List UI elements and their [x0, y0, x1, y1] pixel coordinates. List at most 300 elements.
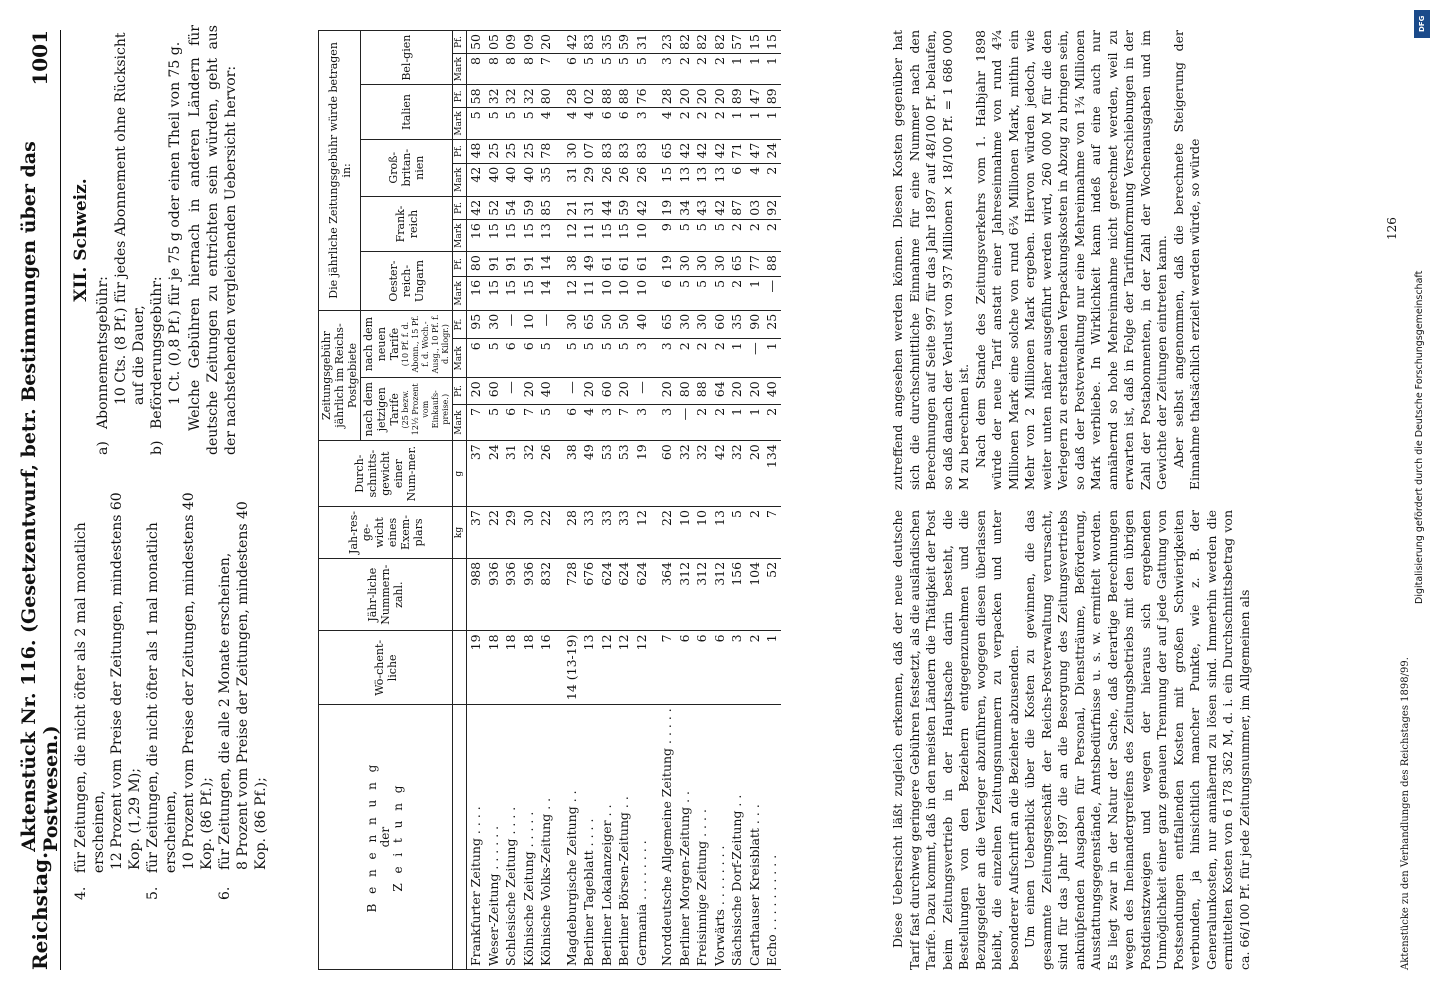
cell-w: 2	[746, 631, 764, 705]
table-row	[676, 31, 694, 970]
newspaper-name: Schlesische Zeitung . . . .	[502, 705, 520, 970]
cell-im: 5	[520, 108, 538, 139]
col-durchschnitt: Durch-schnitts-gewicht einer Num-mer.	[319, 441, 453, 507]
cell-ip: 28	[658, 85, 676, 108]
list-number: 4.	[73, 886, 89, 900]
cell-op: 49	[580, 252, 598, 277]
cell-jm: 2	[711, 404, 729, 440]
cell-gm: 31	[563, 163, 581, 196]
cell-im: 1	[728, 108, 746, 139]
cell-jm: 1	[728, 404, 746, 440]
cell-ip: 89	[728, 85, 746, 108]
cell-bm: 5	[598, 54, 616, 85]
cell-g: 37	[467, 441, 485, 507]
cell-jm: 3	[658, 404, 676, 440]
cell-fm: 5	[676, 220, 694, 252]
cell-op: 30	[676, 252, 694, 277]
cell-w: 6	[676, 631, 694, 705]
cell-jm: 6	[502, 404, 520, 440]
unit-pf: Pf.	[453, 31, 467, 54]
cell-im: 4	[580, 108, 598, 139]
cell-fm: 5	[693, 220, 711, 252]
cell-gm: 40	[485, 163, 503, 196]
cell-bm: 5	[633, 54, 651, 85]
table-row	[502, 31, 520, 970]
cell-g: 32	[520, 441, 538, 507]
col-jetzig-note: (25 bezw. 12½ Prozent vom Einkaufs-preise.)	[401, 383, 450, 436]
cell-fm: 13	[537, 220, 555, 252]
cell-ip: 80	[537, 85, 555, 108]
left-list	[72, 480, 270, 900]
cell-fm: 16	[467, 220, 485, 252]
cell-om: 1	[746, 276, 764, 310]
col-jahresgewicht: Jah-res-ge-wicht eines Exem-plars	[319, 507, 453, 559]
cell-bm: 7	[537, 54, 555, 85]
col-jaehrliche: Jähr-liche Nummern-zahl.	[319, 558, 453, 631]
cell-gm: 4	[746, 163, 764, 196]
cell-op: 88	[763, 252, 781, 277]
cell-ip: 20	[711, 85, 729, 108]
cell-op: 19	[658, 252, 676, 277]
newspaper-name: Norddeutsche Allgemeine Zeitung . . . . .	[658, 705, 676, 970]
cell-bm: 8	[520, 54, 538, 85]
cell-w: 18	[485, 631, 503, 705]
cell-g: 20	[746, 441, 764, 507]
cell-jp: 20	[658, 378, 676, 405]
cell-op: 61	[598, 252, 616, 277]
cell-np: 65	[580, 310, 598, 338]
cell-g: 32	[676, 441, 694, 507]
cell-im: 2	[711, 108, 729, 139]
cell-w: 12	[633, 631, 651, 705]
newspaper-name: Vorwärts . . . . . . . .	[711, 705, 729, 970]
cell-kg: 33	[598, 507, 616, 559]
cell-op: 91	[502, 252, 520, 277]
item-title-a: Abonnementsgebühr:	[95, 276, 111, 429]
newspaper-name: Berliner Tageblatt . . . .	[580, 705, 598, 970]
cell-kg: 5	[728, 507, 746, 559]
col-frankreich: Frank-reich	[361, 196, 453, 251]
cell-im: 5	[467, 108, 485, 139]
cell-ip: 32	[485, 85, 503, 108]
cell-ip: 88	[598, 85, 616, 108]
cell-fp: 87	[728, 196, 746, 219]
cell-gm: 35	[537, 163, 555, 196]
cell-nm: 6	[502, 339, 520, 378]
cell-nm: 2	[693, 339, 711, 378]
cell-fm: 5	[711, 220, 729, 252]
cell-gp: 25	[485, 139, 503, 163]
cell-ip: 28	[563, 85, 581, 108]
cell-jm: 2	[693, 404, 711, 440]
cell-im: 4	[537, 108, 555, 139]
list-text: für Zeitungen, die nicht öfter als 1 mal monatlich erscheinen,	[145, 522, 179, 874]
cell-fp: 92	[763, 196, 781, 219]
col-woechentliche: Wö-chent-liche	[319, 631, 453, 705]
cell-bm: 6	[563, 54, 581, 85]
cell-gp: 83	[633, 139, 651, 163]
cell-jp: 80	[676, 378, 694, 405]
list-text: für Zeitungen, die alle 2 Monate erscheinen,	[217, 552, 233, 870]
cell-om: 6	[658, 276, 676, 310]
cell-n: 156	[728, 558, 746, 631]
list-item	[144, 480, 216, 900]
cell-bm: 1	[746, 54, 764, 85]
header-der: der	[378, 826, 392, 848]
footer-source: Aktenstücke zu den Verhandlungen des Reichstages 1898/99.	[1400, 657, 1411, 970]
paragraph: Diese Uebersicht läßt zugleich erkennen, daß der neue deutsche Tarif fast durchweg geringere Gebühren festsetzt, als die ausländischen Tarife. Dazu kommt, daß in den meisten Ländern die Thätigkeit der Post beim Zeitungsvertrieb in der Hauptsache darin besteht, die Bestellungen von den Beziehern entgegenzunehmen und die Bezugsgelder an die Verleger abzuführen, wogegen diesen überlassen bleibt, die einzelnen Zeitungsnummern zu verpacken und unter besonderer Aufschrift an die Bezieher abzusenden.	[890, 510, 1021, 970]
cell-gp: 78	[537, 139, 555, 163]
cell-fp: 21	[563, 196, 581, 219]
table-row	[711, 31, 729, 970]
cell-jp: —	[563, 378, 581, 405]
cell-kg: 30	[520, 507, 538, 559]
cell-jp: 40	[763, 378, 781, 405]
cell-jp: 20	[728, 378, 746, 405]
cell-gp: 65	[658, 139, 676, 163]
cell-fm: 15	[485, 220, 503, 252]
cell-w: 19	[467, 631, 485, 705]
cell-bp: 57	[728, 31, 746, 54]
unit-mark: Mark	[453, 220, 467, 252]
cell-fp: 43	[693, 196, 711, 219]
header-rule	[60, 30, 61, 970]
digitization-sidebar	[1412, 10, 1432, 990]
cell-om: 15	[520, 276, 538, 310]
newspaper-name: Kölnische Zeitung . . . . .	[520, 705, 538, 970]
cell-fp: 44	[598, 196, 616, 219]
cell-g: 60	[658, 441, 676, 507]
cell-g: 134	[763, 441, 781, 507]
cell-fp: 59	[615, 196, 633, 219]
cell-jm: 5	[537, 404, 555, 440]
list-number: 5.	[145, 886, 161, 900]
cell-np: 10	[520, 310, 538, 338]
table-row	[728, 31, 746, 970]
cell-kg: 37	[467, 507, 485, 559]
cell-om: 11	[580, 276, 598, 310]
cell-fm: 11	[580, 220, 598, 252]
cell-fm: 15	[598, 220, 616, 252]
cell-gm: 40	[502, 163, 520, 196]
cell-om: 16	[467, 276, 485, 310]
page-footer	[1400, 30, 1411, 970]
header-benennung: B e n e n n u n g	[365, 761, 379, 913]
cell-bm: 5	[615, 54, 633, 85]
col-oesterreich: Oester-reich-Ungarn	[361, 252, 453, 311]
cell-om: 15	[502, 276, 520, 310]
cell-gm: 42	[467, 163, 485, 196]
cell-im: 3	[633, 108, 651, 139]
cell-w: 1	[763, 631, 781, 705]
cell-gm: 15	[658, 163, 676, 196]
table-row	[615, 31, 633, 970]
cell-fp: 31	[580, 196, 598, 219]
cell-op: 30	[693, 252, 711, 277]
list-item	[72, 480, 144, 900]
unit-mark: Mark	[453, 276, 467, 310]
cell-gm: 13	[676, 163, 694, 196]
cell-gp: 42	[711, 139, 729, 163]
group-spacer	[650, 31, 658, 970]
col-jetzig-title: nach dem jetzigen Tarife	[362, 382, 401, 437]
cell-bm: 8	[502, 54, 520, 85]
cell-om: 10	[615, 276, 633, 310]
paragraph: Aber selbst angenommen, daß die berechnete Steigerung der Einnahme thatsächlich erzielt werden würde, so würde	[1170, 30, 1202, 490]
newspaper-name: Frankfurter Zeitung . . . .	[467, 705, 485, 970]
cell-fp: 52	[485, 196, 503, 219]
cell-op: 65	[728, 252, 746, 277]
cell-w: 6	[693, 631, 711, 705]
col-neu-note: (10 Pf. f. d. Abonn., 15 Pf. f. d. Woch.-Ausg., 10 Pf. f. d. Kilogr.)	[401, 314, 450, 374]
cell-gp: 71	[728, 139, 746, 163]
cell-jm: —	[676, 404, 694, 440]
newspaper-name: Kölnische Volks-Zeitung . .	[537, 705, 555, 970]
cell-op: 91	[520, 252, 538, 277]
cell-n: 728	[563, 558, 581, 631]
cell-np: 30	[676, 310, 694, 338]
cell-gp: 24	[763, 139, 781, 163]
item-title-b: Beförderungsgebühr:	[149, 276, 165, 429]
cell-np: 40	[633, 310, 651, 338]
cell-bp: 35	[598, 31, 616, 54]
cell-om: 10	[633, 276, 651, 310]
cell-nm: 5	[580, 339, 598, 378]
cell-fp: 59	[520, 196, 538, 219]
cell-gm: 2	[763, 163, 781, 196]
cell-im: 4	[563, 108, 581, 139]
cell-fp: 42	[711, 196, 729, 219]
cell-np: 35	[728, 310, 746, 338]
cell-g: 42	[711, 441, 729, 507]
cell-bm: 8	[467, 54, 485, 85]
comparison-table	[318, 30, 781, 970]
cell-n: 312	[693, 558, 711, 631]
unit-g: g	[453, 441, 467, 507]
newspaper-name: Carthauser Kreisblatt . . .	[746, 705, 764, 970]
cell-n: 936	[502, 558, 520, 631]
col-belgien: Bel-gien	[361, 31, 453, 85]
unit-mark: Mark	[453, 339, 467, 378]
cell-bp: 20	[537, 31, 555, 54]
cell-om: 14	[537, 276, 555, 310]
cell-ip: 58	[467, 85, 485, 108]
cell-om: 10	[598, 276, 616, 310]
cell-nm: 2	[676, 339, 694, 378]
col-group-ausland: Die jährliche Zeitungsgebühr würde betragen in:	[319, 31, 361, 311]
cell-n: 624	[615, 558, 633, 631]
cell-bm: 1	[728, 54, 746, 85]
table-row	[467, 31, 485, 970]
cell-gm: 26	[615, 163, 633, 196]
cell-n: 312	[711, 558, 729, 631]
cell-jp: 60	[598, 378, 616, 405]
table-row	[693, 31, 711, 970]
cell-ip: 02	[580, 85, 598, 108]
cell-gm: 13	[711, 163, 729, 196]
cell-fp: 42	[633, 196, 651, 219]
table-row	[763, 31, 781, 970]
table-row	[746, 31, 764, 970]
newspaper-name: Echo . . . . . . . . . .	[763, 705, 781, 970]
dfg-logo: DFG	[1414, 10, 1430, 38]
cell-op: 80	[467, 252, 485, 277]
cell-g: 32	[728, 441, 746, 507]
cell-op: 38	[563, 252, 581, 277]
cell-w: 13	[580, 631, 598, 705]
cell-ip: 88	[615, 85, 633, 108]
cell-np: 30	[485, 310, 503, 338]
cell-np: 50	[598, 310, 616, 338]
intro-paragraph: Welche Gebühren hiernach in anderen Ländern für deutsche Zeitungen zu entrichten sein würden, geht aus der nachstehenden vergleichenden Uebersicht hervor:	[187, 25, 239, 455]
header-page-number: 1001	[28, 30, 52, 86]
cell-np: 30	[693, 310, 711, 338]
cell-om: 5	[676, 276, 694, 310]
cell-kg: 2	[746, 507, 764, 559]
cell-kg: 33	[580, 507, 598, 559]
cell-gp: 42	[693, 139, 711, 163]
table-row	[563, 31, 581, 970]
unit-pf: Pf.	[453, 85, 467, 108]
cell-bp: 23	[658, 31, 676, 54]
cell-bp: 31	[633, 31, 651, 54]
cell-fp: 54	[502, 196, 520, 219]
newspaper-name: Sächsische Dorf-Zeitung . .	[728, 705, 746, 970]
cell-fm: 10	[633, 220, 651, 252]
cell-bp: 09	[520, 31, 538, 54]
cell-fm: 9	[658, 220, 676, 252]
cell-gm: 13	[693, 163, 711, 196]
cell-om: 12	[563, 276, 581, 310]
cell-jp: 40	[537, 378, 555, 405]
cell-jp: 20	[580, 378, 598, 405]
item-text-b: 1 Ct. (0,8 Pf.) für je 75 g oder einen Theil von 75 g.	[167, 41, 183, 405]
cell-bm: 2	[711, 54, 729, 85]
cell-im: 4	[658, 108, 676, 139]
list-text: für Zeitungen, die nicht öfter als 2 mal monatlich erscheinen,	[73, 522, 107, 874]
cell-nm: 6	[467, 339, 485, 378]
cell-jp: 20	[467, 378, 485, 405]
cell-jp: —	[502, 378, 520, 405]
cell-jm: 3	[633, 404, 651, 440]
cell-im: 5	[502, 108, 520, 139]
table-row	[485, 31, 503, 970]
unit-mark: Mark	[453, 163, 467, 196]
cell-jm: 2	[763, 404, 781, 440]
cell-n: 312	[676, 558, 694, 631]
cell-gm: 26	[633, 163, 651, 196]
cell-ip: 32	[520, 85, 538, 108]
newspaper-name: Germania . . . . . . . .	[633, 705, 651, 970]
newspaper-name: Weser-Zeitung . . . . . .	[485, 705, 503, 970]
cell-kg: 22	[537, 507, 555, 559]
cell-fm: 12	[563, 220, 581, 252]
paragraph: Um einen Ueberblick über die Kosten zu gewinnen, die das gesammte Zeitungsgeschäft der Reichs-Postverwaltung verursacht, sind für das Jahr 1897 die an die Besorgung des Zeitungsvertriebs anknüpfenden Ausgaben für Personal, Dienstträume, Beförderung, Ausstattungsgegenstände, Amtsbedürfnisse u. s. w. ermittelt worden. Es liegt zwar in der Natur der Sache, daß derartige Berechnungen wegen des Ineinandergreifens des Zeitungsbetriebs mit den übrigen Postdienstzweigen und wegen der hieraus sich ergebenden Unmöglichkeit einer ganz genauen Trennung der auf jede Gattung von Postsendungen entfallenden Kosten mit großen Schwierigkeiten verbunden, ja hinsichtlich mancher Punkte, wie z. B. der Generalunkosten, nur annähernd zu lösen sind. Immerhin werden die ermittelten Kosten von 6 178 362 M, d. i. ein Durchschnittsbetrag von ca. 66/100 Pf. für jede Zeitungsnummer, im Allgemeinen als	[1022, 510, 1252, 970]
header-left: Reichstag.	[28, 851, 52, 970]
cell-bp: 09	[502, 31, 520, 54]
cell-bp: 50	[467, 31, 485, 54]
cell-jp: 88	[693, 378, 711, 405]
cell-jp: —	[633, 378, 651, 405]
cell-kg: 12	[633, 507, 651, 559]
newspaper-name: Berliner Lokalanzeiger . .	[598, 705, 616, 970]
cell-op: 14	[537, 252, 555, 277]
cell-jm: 1	[746, 404, 764, 440]
unit-pf: Pf.	[453, 310, 467, 338]
schweiz-section	[72, 25, 240, 455]
cell-w: 6	[711, 631, 729, 705]
cell-gp: 30	[563, 139, 581, 163]
item-label-b: b)	[149, 440, 165, 455]
cell-gp: 83	[598, 139, 616, 163]
col-grossbritannien: Groß-britan-nien	[361, 139, 453, 196]
cell-gp: 48	[467, 139, 485, 163]
cell-bp: 82	[711, 31, 729, 54]
list-number: 6.	[217, 886, 233, 900]
cell-n: 676	[580, 558, 598, 631]
newspaper-name: Freisinnige Zeitung . . . .	[693, 705, 711, 970]
cell-w: 3	[728, 631, 746, 705]
paragraph: zutreffend angesehen werden können. Diesen Kosten gegenüber hat sich die durchschnittliche Einnahme für eine Nummer nach den Berechnungen auf Seite 997 für das Jahr 1897 auf 48/100 Pf. belaufen, so daß danach der Verlust von 937 Millionen × 18/100 Pf. = 1 686 000 M zu berechnen ist.	[890, 30, 971, 490]
cell-gm: 40	[520, 163, 538, 196]
cell-n: 624	[598, 558, 616, 631]
cell-bp: 82	[693, 31, 711, 54]
table-row	[580, 31, 598, 970]
cell-gp: 42	[676, 139, 694, 163]
cell-kg: 7	[763, 507, 781, 559]
cell-nm: 3	[658, 339, 676, 378]
cell-bm: 2	[693, 54, 711, 85]
newspaper-name: Berliner Börsen-Zeitung . .	[615, 705, 633, 970]
cell-jm: 6	[563, 404, 581, 440]
list-text: 8 Prozent vom Preise der Zeitungen, mindestens 40 Kop. (86 Pf.);	[235, 501, 269, 870]
cell-nm: 1	[763, 339, 781, 378]
cell-gm: 26	[598, 163, 616, 196]
cell-ip: 47	[746, 85, 764, 108]
cell-om: 2	[728, 276, 746, 310]
unit-kg: kg	[453, 507, 467, 559]
table-row	[658, 31, 676, 970]
cell-nm: 3	[633, 339, 651, 378]
header-title: Aktenstück Nr. 116. (Gesetzentwurf, betr. Bestimmungen über das Postwesen.)	[18, 141, 62, 852]
table-row	[633, 31, 651, 970]
cell-np: 60	[711, 310, 729, 338]
cell-np: 50	[615, 310, 633, 338]
unit-pf: Pf.	[453, 196, 467, 219]
unit-mark: Mark	[453, 54, 467, 85]
cell-fp: 19	[658, 196, 676, 219]
cell-bp: 15	[746, 31, 764, 54]
table-body	[467, 31, 781, 970]
cell-im: 1	[763, 108, 781, 139]
page-header	[20, 30, 60, 970]
cell-n: 936	[485, 558, 503, 631]
sheet-number: 126	[1385, 217, 1399, 240]
cell-np: 95	[467, 310, 485, 338]
cell-gm: 6	[728, 163, 746, 196]
cell-jp: 20	[520, 378, 538, 405]
cell-im: 2	[676, 108, 694, 139]
cell-fp: 85	[537, 196, 555, 219]
cell-nm: 2	[711, 339, 729, 378]
list-text: 12 Prozent vom Preise der Zeitungen, mindestens 60 Kop. (1,29 M);	[109, 492, 143, 870]
cell-np: 90	[746, 310, 764, 338]
unit-pf: Pf.	[453, 139, 467, 163]
cell-nm: —	[746, 339, 764, 378]
cell-np: —	[502, 310, 520, 338]
cell-jm: 7	[615, 404, 633, 440]
cell-fp: 03	[746, 196, 764, 219]
